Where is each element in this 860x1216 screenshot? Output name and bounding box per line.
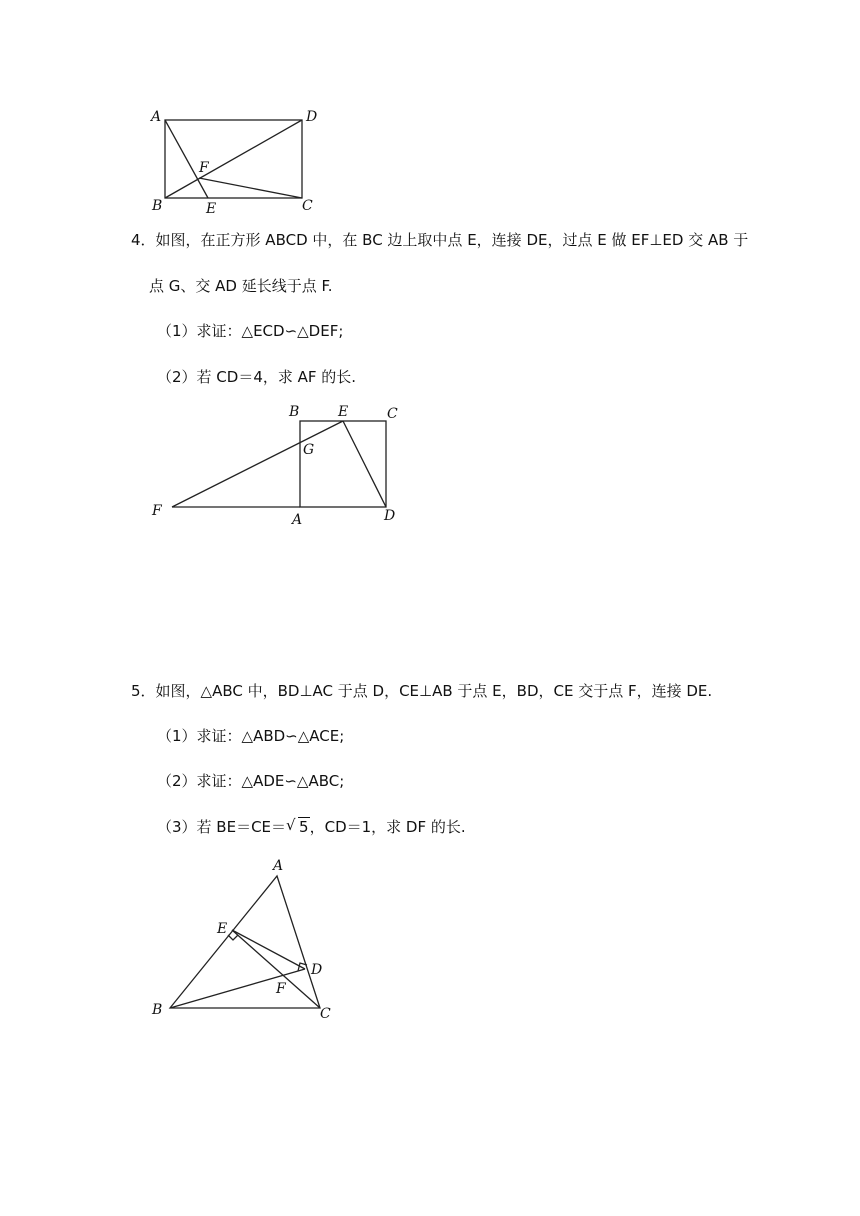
- label-a: A: [151, 109, 162, 125]
- label-a: A: [292, 512, 303, 528]
- label-f: F: [152, 503, 162, 519]
- q5-part3-suffix: ，CD＝1，求 DF 的长.: [309, 818, 466, 836]
- label-g: G: [303, 442, 315, 458]
- label-e: E: [206, 201, 217, 217]
- label-e: E: [217, 921, 228, 937]
- q5-line1: 5．如图，△ABC 中，BD⊥AC 于点 D，CE⊥AB 于点 E，BD，CE 交于点 F，连接 DE.: [131, 682, 713, 700]
- q4-line1: 4．如图，在正方形 ABCD 中，在 BC 边上取中点 E，连接 DE，过点 E 做 EF⊥ED 交 AB 于: [131, 231, 749, 249]
- label-e: E: [338, 404, 349, 420]
- q4-line2: 点 G、交 AD 延长线于点 F.: [149, 277, 333, 295]
- label-f: F: [199, 160, 209, 176]
- radical-sign-icon: √: [286, 816, 296, 834]
- q4-part2: （2）若 CD＝4，求 AF 的长.: [157, 368, 357, 386]
- right-angle-mark-e: [228, 935, 238, 940]
- label-d: D: [384, 508, 396, 524]
- label-c: C: [320, 1006, 331, 1022]
- label-a: A: [273, 858, 284, 874]
- label-d: D: [306, 109, 318, 125]
- label-d: D: [311, 962, 323, 978]
- sqrt-radicand: 5: [299, 818, 309, 836]
- q5-part1: （1）求证：△ABD∽△ACE;: [157, 727, 345, 745]
- q4-part1: （1）求证：△ECD∽△DEF;: [157, 322, 344, 340]
- q5-part3-prefix: （3）若 BE＝CE＝: [157, 818, 287, 836]
- label-b: B: [289, 404, 300, 420]
- label-c: C: [302, 198, 313, 214]
- label-b: B: [152, 1002, 163, 1018]
- label-f: F: [276, 981, 286, 997]
- q5-part2: （2）求证：△ADE∽△ABC;: [157, 772, 345, 790]
- label-c: C: [387, 406, 398, 422]
- label-b: B: [152, 198, 163, 214]
